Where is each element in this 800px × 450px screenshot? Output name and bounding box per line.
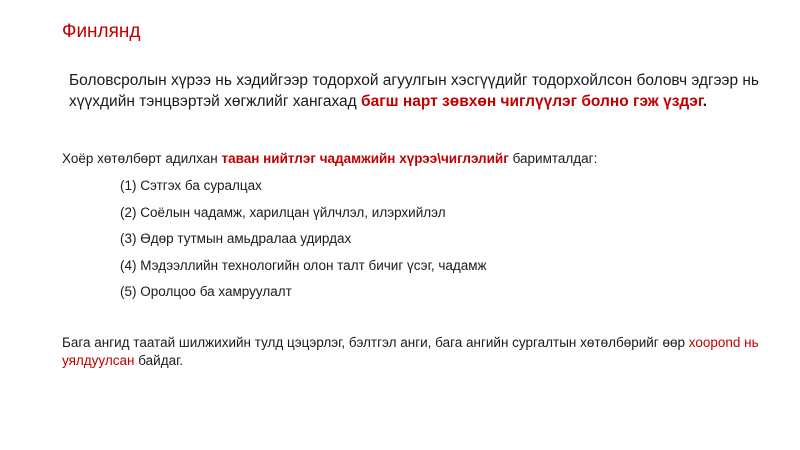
intro-text: Боловсролын хүрээ нь хэдийгээр тодорхой агуулгын хэсгүүдийг тодорхойлсон боловч эдгээр нь хүүхдийн тэнцвэртэй хөгжлийг хангахад	[69, 72, 759, 110]
competency-item: (1) Сэтгэх ба суралцах	[120, 178, 262, 193]
closing-text: Бага ангид таатай шилжихийн тулд цэцэрлэг, бэлтгэл анги, бага ангийн сургалтын хөтөлбөрийг өөр	[62, 335, 689, 350]
closing-paragraph	[62, 334, 782, 370]
competencies-intro-text: Хоёр хөтөлбөрт адилхан	[62, 151, 222, 166]
competency-item: (3) Өдөр тутмын амьдралаа удирдах	[120, 231, 352, 246]
competencies-intro	[62, 150, 782, 168]
closing-end: байдаг.	[134, 353, 184, 368]
closing-highlight: хоороnd нь уялдуулсан	[62, 335, 759, 368]
intro-end: .	[702, 93, 708, 110]
competencies-intro-highlight: таван нийтлэг чадамжийн хүрээ\чиглэлийг	[221, 151, 509, 166]
competency-list	[120, 177, 487, 310]
competencies-intro-end: баримталдаг:	[508, 151, 598, 166]
intro-paragraph	[69, 70, 769, 112]
competency-item: (5) Оролцоо ба хамруулалт	[120, 284, 292, 299]
competency-item: (4) Мэдээллийн технологийн олон талт бичиг үсэг, чадамж	[120, 257, 487, 273]
competency-item: (2) Соёлын чадамж, харилцан үйлчлэл, илэрхийлэл	[120, 204, 446, 220]
intro-highlight: багш нарт зөвхөн чиглүүлэг болно гэж үздэг	[361, 93, 703, 110]
slide-title: Финлянд	[62, 21, 141, 42]
